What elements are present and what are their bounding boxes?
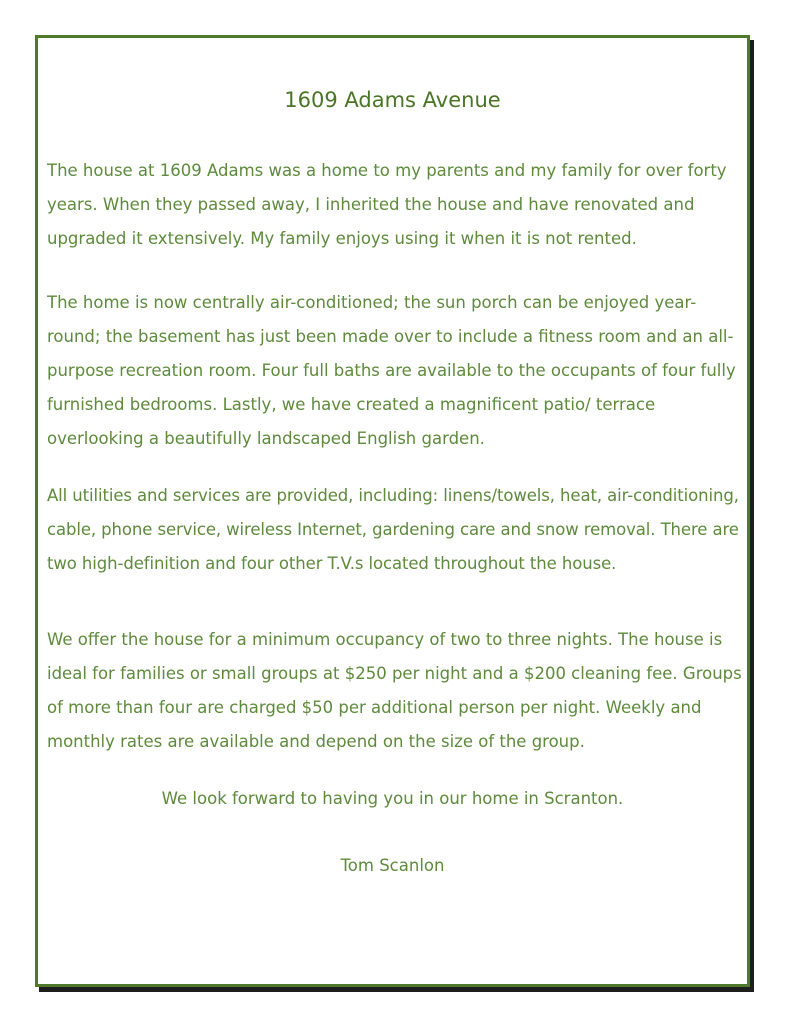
paragraph-utilities: All utilities and services are provided, including: linens/towels, heat, air-conditioning, cable, phone service, wireless Internet, gardening care and snow removal. There are two high-definition and four other T.V.s located throughout the house. [47, 486, 739, 573]
paragraph-features: The home is now centrally air-conditioned; the sun porch can be enjoyed year-round; the basement has just been made over to include a fitness room and an all-purpose recreation room. Four full baths are available to the occupants of four fully furnished bedrooms. Lastly, we have created a magnificent patio/ terrace overlooking a beautifully landscaped English garden. [47, 293, 736, 448]
closing-line: We look forward to having you in our home in Scranton. [161, 789, 624, 808]
document-frame [35, 35, 750, 987]
paragraph-history: The house at 1609 Adams was a home to my parents and my family for over forty years. When they passed away, I inherited the house and have renovated and upgraded it extensively. My family enjoys using it when it is not rented. [47, 161, 727, 248]
page-title: 1609 Adams Avenue [284, 88, 501, 112]
paragraph-rates: We offer the house for a minimum occupancy of two to three nights. The house is ideal for families or small groups at $250 per night and a $200 cleaning fee. Groups of more than four are charged $50 per additional person per night. Weekly and monthly rates are available and depend on the size of the group. [47, 630, 742, 751]
signature: Tom Scanlon [340, 856, 445, 875]
